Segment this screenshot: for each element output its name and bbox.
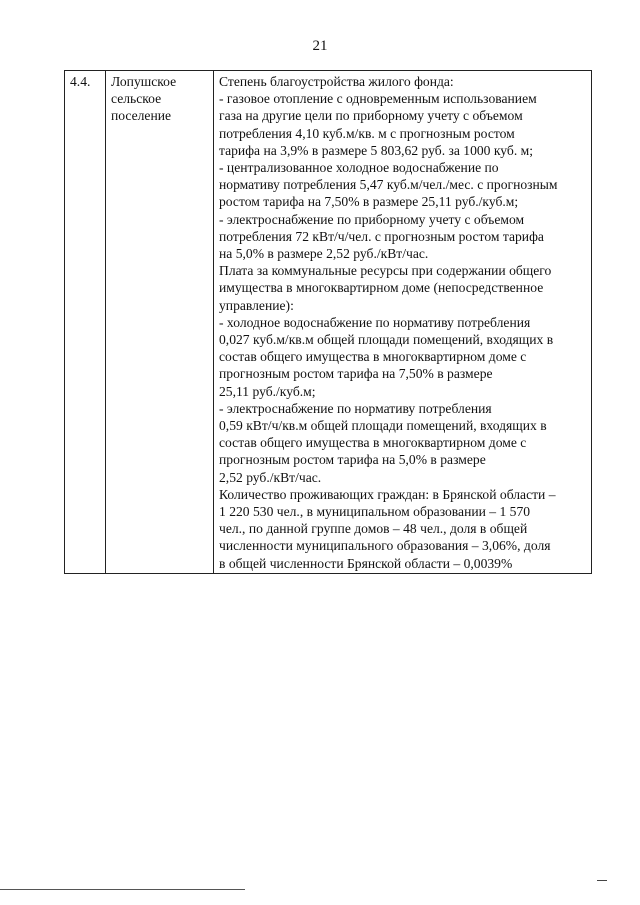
settlement-name-line: Лопушское [111,74,177,89]
description-line: численности муниципального образования – 3,06%, доля [219,538,551,554]
description-line: 1 220 530 чел., в муниципальном образовании – 1 570 [219,504,531,520]
description-line: ростом тарифа на 7,50% в размере 25,11 руб./куб.м; [219,194,519,210]
description-line: Плата за коммунальные ресурсы при содержании общего [219,263,552,279]
description-line: 0,027 куб.м/кв.м общей площади помещений, входящих в [219,332,554,348]
settlement-name-cell [106,71,214,574]
row-number-cell: 4.4. [65,71,106,574]
description-line: - электроснабжение по приборному учету с объемом [219,211,525,227]
description-line: состав общего имущества в многоквартирном доме с [219,349,527,365]
description-line: Степень благоустройства жилого фонда: [219,74,454,89]
description-line: управление): [219,297,294,313]
description-line: нормативу потребления 5,47 куб.м/чел./мес. с прогнозным [219,177,558,193]
description-line: прогнозным ростом тарифа на 5,0% в размере [219,452,486,468]
description-line: состав общего имущества в многоквартирном доме с [219,435,527,451]
table-row [65,71,592,574]
description-line: 0,59 кВт/ч/кв.м общей площади помещений, входящих в [219,418,547,434]
description-line: чел., по данной группе домов – 48 чел., доля в общей [219,521,528,537]
description-line: - газовое отопление с одновременным использованием [219,91,537,107]
description-line: - электроснабжение по нормативу потребления [219,400,492,416]
description-line: тарифа на 3,9% в размере 5 803,62 руб. за 1000 куб. м; [219,142,533,158]
page-number: 21 [312,38,328,54]
description-line: - централизованное холодное водоснабжение по [219,160,499,176]
description-cell [214,71,592,574]
description-line: потребления 4,10 куб.м/кв. м с прогнозным ростом [219,125,515,141]
tariff-table [64,70,592,574]
settlement-name-line: поселение [111,108,172,124]
description-line: потребления 72 кВт/ч/чел. с прогнозным ростом тарифа [219,228,544,244]
description-line: - холодное водоснабжение по нормативу потребления [219,314,531,330]
description-line: газа на другие цели по приборному учету с объемом [219,108,523,124]
description-line: прогнозным ростом тарифа на 7,50% в размере [219,366,493,382]
description-line: Количество проживающих граждан: в Брянской области – [219,486,556,502]
footer-rule [0,889,245,890]
settlement-name-line: сельское [111,91,162,107]
description-line: 2,52 руб./кВт/час. [219,469,322,485]
description-line: на 5,0% в размере 2,52 руб./кВт/час. [219,246,429,262]
description-line: имущества в многоквартирном доме (непосредственное [219,280,544,296]
description-line: в общей численности Брянской области – 0,0039% [219,555,513,571]
corner-mark [597,880,607,881]
description-line: 25,11 руб./куб.м; [219,383,316,399]
